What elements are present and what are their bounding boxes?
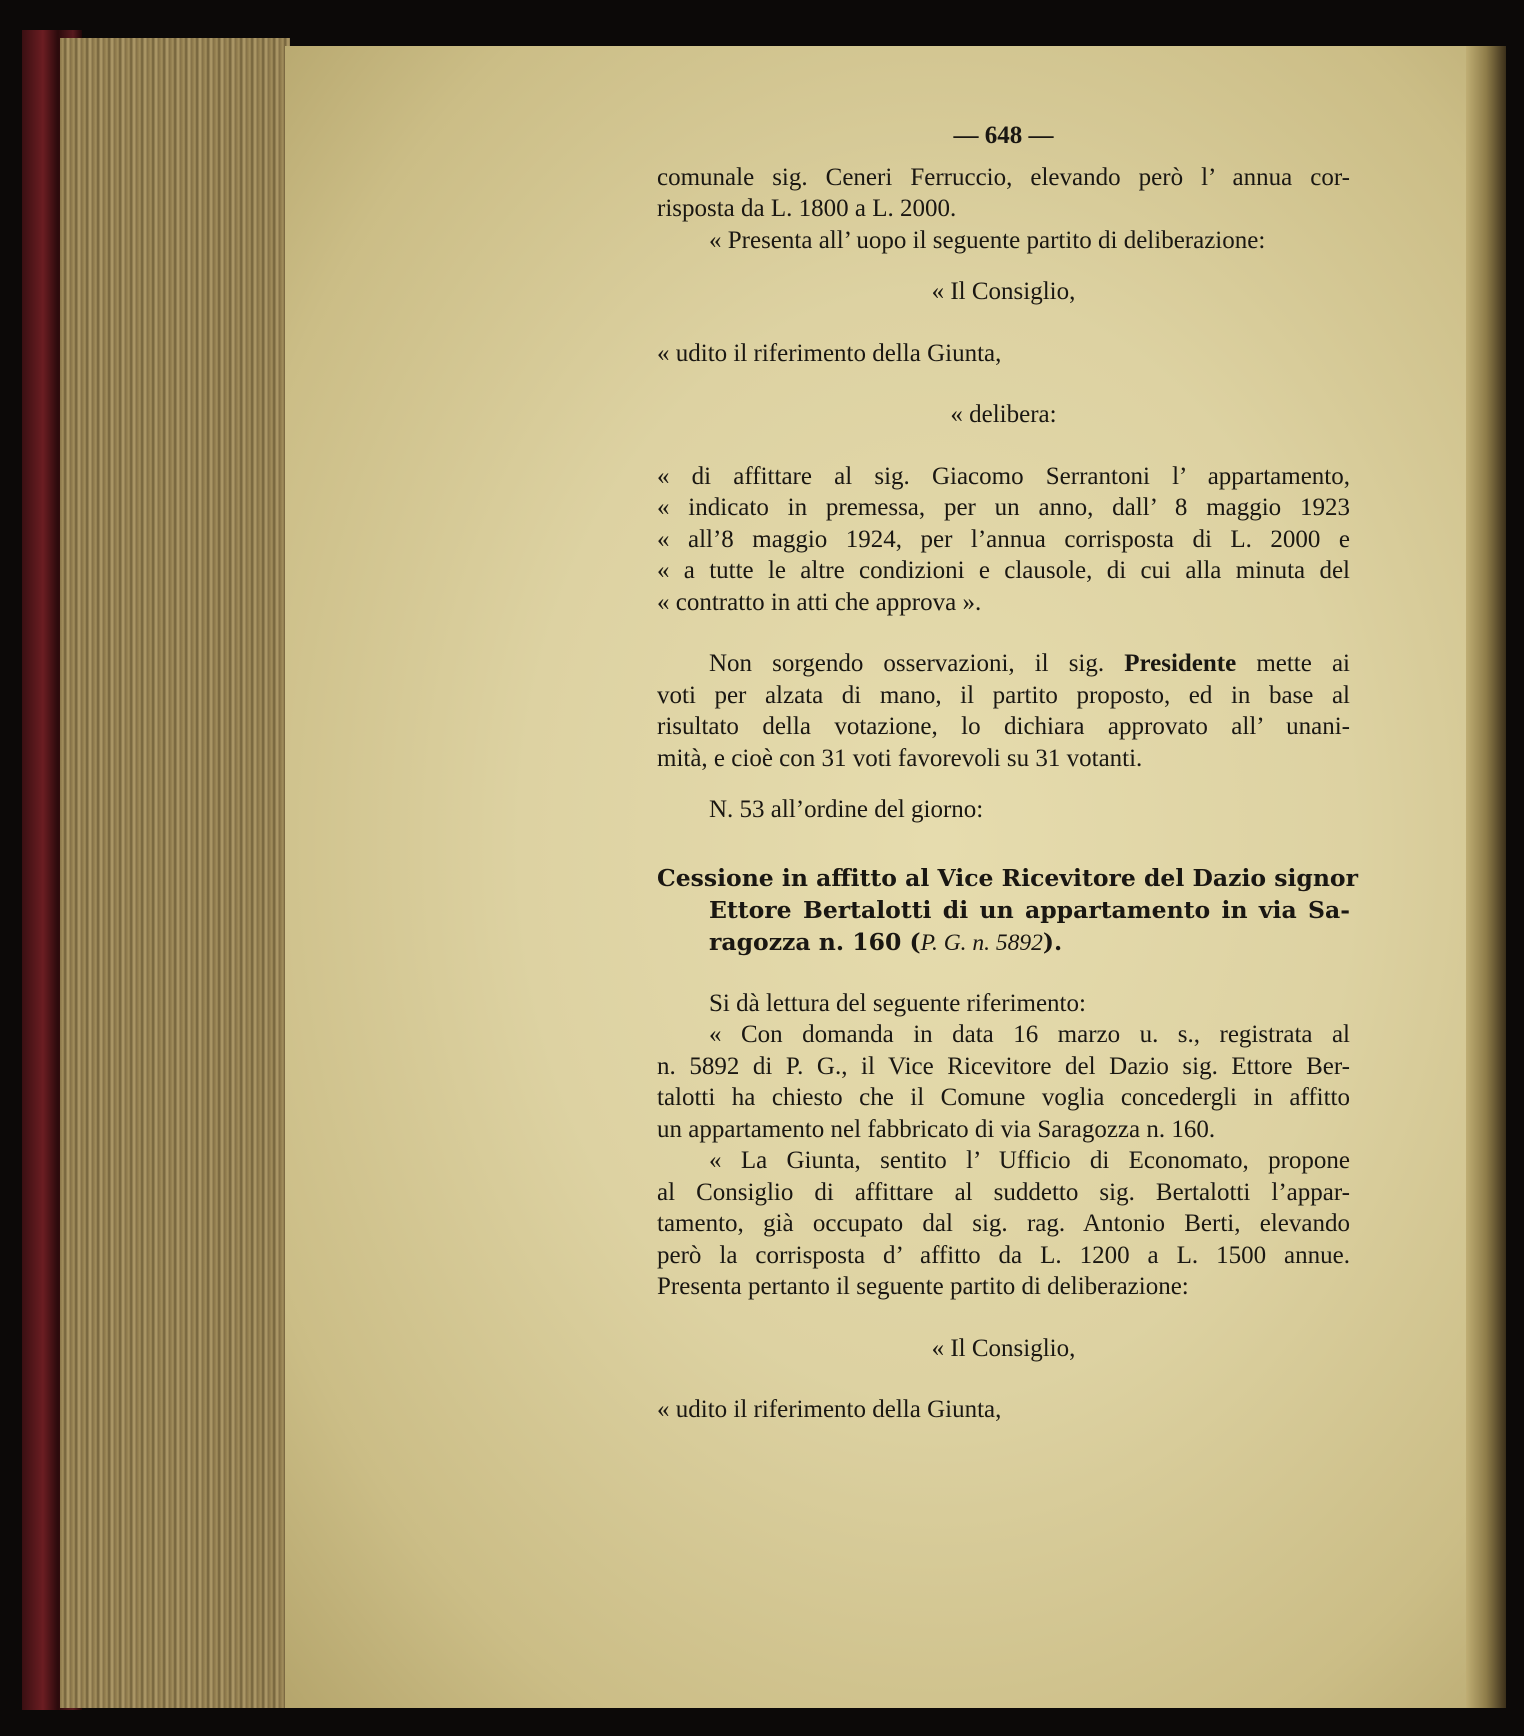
text-line: al Consiglio di affittare al suddetto sig. Bertalotti l’appar- xyxy=(657,1178,1350,1206)
ordine-line: N. 53 all’ordine del giorno: xyxy=(709,796,984,823)
text-line: comunale sig. Ceneri Ferruccio, elevando però l’ annua cor- xyxy=(657,163,1350,191)
consiglio-line: « Il Consiglio, xyxy=(931,1334,1076,1362)
heading-line xyxy=(657,926,1350,958)
presidente-label: Presidente xyxy=(1124,650,1237,677)
text-line: « indicato in premessa, per un anno, dall’ 8 maggio 1923 xyxy=(657,494,1350,521)
heading-line: Ettore Bertalotti di un appartamento in via Sa- xyxy=(709,895,1350,924)
text-line: « di affittare al sig. Giacomo Serrantoni l’ appartamento, xyxy=(657,462,1350,490)
text-line: « Presenta all’ uopo il seguente partito di deliberazione: xyxy=(709,226,1266,254)
text-fragment: mette ai xyxy=(1236,650,1350,677)
heading-reference: P. G. n. 5892 xyxy=(920,929,1043,956)
page-text xyxy=(657,120,1358,1426)
text-line: « a tutte le altre condizioni e clausole, di cui alla minuta del xyxy=(657,557,1350,584)
text-line: n. 5892 di P. G., il Vice Ricevitore del Dazio sig. Ettore Ber- xyxy=(657,1052,1350,1080)
text-line: Presenta pertanto il seguente partito di deliberazione: xyxy=(657,1273,1189,1300)
text-line: talotti ha chiesto che il Comune voglia concedergli in affitto xyxy=(657,1084,1350,1111)
text-line: un appartamento nel fabbricato di via Saragozza n. 160. xyxy=(657,1115,1216,1143)
text-line: voti per alzata di mano, il partito proposto, ed in base al xyxy=(657,681,1350,709)
text-line: tamento, già occupato dal sig. rag. Antonio Berti, elevando xyxy=(657,1210,1350,1237)
text-fragment: ragozza n. 160 ( xyxy=(709,927,921,956)
heading-line: Cessione in affitto al Vice Ricevitore del Dazio signor xyxy=(657,863,1358,892)
vote-line xyxy=(657,648,1350,680)
delibera-line: « delibera: xyxy=(950,401,1057,428)
text-line: « all’8 maggio 1924, per l’annua corrisposta di L. 2000 e xyxy=(657,525,1350,553)
text-line: risposta da L. 1800 a L. 2000. xyxy=(657,195,957,222)
text-line: « La Giunta, sentito l’ Ufficio di Economato, propone xyxy=(709,1147,1350,1174)
lettura-line: Si dà lettura del seguente riferimento: xyxy=(709,989,1086,1017)
udito-line: « udito il riferimento della Giunta, xyxy=(657,1396,1002,1423)
page-gutter-shadow xyxy=(1466,46,1506,1708)
text-line: « Con domanda in data 16 marzo u. s., registrata al xyxy=(709,1021,1350,1048)
text-line: risultato della votazione, lo dichiara approvato all’ unani- xyxy=(657,713,1350,740)
text-fragment: ). xyxy=(1042,927,1063,956)
page-stack-edges xyxy=(60,38,290,1708)
udito-line: « udito il riferimento della Giunta, xyxy=(657,339,1002,367)
consiglio-line: « Il Consiglio, xyxy=(931,278,1076,305)
text-line: mità, e cioè con 31 voti favorevoli su 31 votanti. xyxy=(657,744,1143,772)
text-line: « contratto in atti che approva ». xyxy=(657,588,982,616)
text-fragment: Non sorgendo osservazioni, il sig. xyxy=(709,650,1125,677)
page-number: — 648 — xyxy=(953,122,1054,149)
text-line: però la corrisposta d’ affitto da L. 1200 a L. 1500 annue. xyxy=(657,1241,1350,1269)
section-heading xyxy=(657,862,1358,958)
